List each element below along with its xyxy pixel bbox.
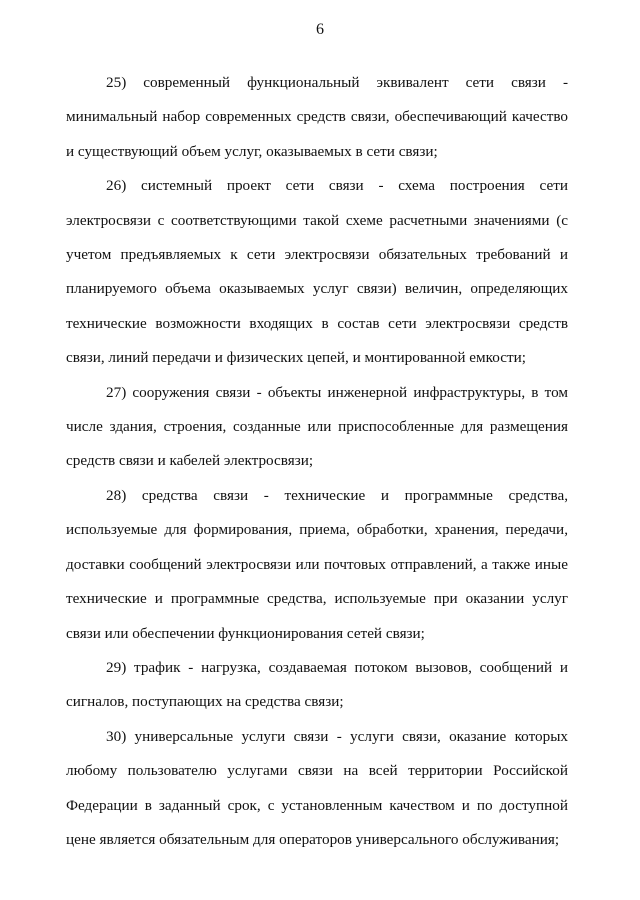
paragraph-25: 25) современный функциональный эквивалент сети связи - минимальный набор современных средств связи, обеспечивающий качество и существующий объем услуг, оказываемых в сети связи;: [66, 74, 568, 160]
paragraph-29: 29) трафик - нагрузка, создаваемая потоком вызовов, сообщений и сигналов, поступающих на средства связи;: [66, 658, 568, 711]
paragraph-27: 27) сооружения связи - объекты инженерной инфраструктуры, в том числе здания, строения, созданные или приспособленные для размещения средств связи и кабелей электросвязи;: [66, 383, 568, 470]
page-number: 6: [316, 21, 324, 38]
paragraph-26: 26) системный проект сети связи - схема построения сети электросвязи с соответствующими такой схеме расчетными значениями (с учетом предъявляемых к сети электросвязи обязательных требований и планируемого объема оказываемых услуг связи) величин, определяющих технические возможности входящих в состав сети электросвязи средств связи, линий передачи и физических цепей, и монтированной емкости;: [66, 177, 568, 367]
paragraph-28: 28) средства связи - технические и программные средства, используемые для формирования, приема, обработки, хранения, передачи, доставки сообщений электросвязи или почтовых отправлений, а также иные технические и программные средства, используемые при оказании услуг связи или обеспечении функционирования сетей связи;: [66, 486, 568, 642]
document-body: [66, 66, 568, 857]
paragraph-30: 30) универсальные услуги связи - услуги связи, оказание которых любому пользователю услугами связи на всей территории Российской Федерации в заданный срок, с установленным качеством и по доступной цене является обязательным для операторов универсального обслуживания;: [66, 727, 568, 848]
